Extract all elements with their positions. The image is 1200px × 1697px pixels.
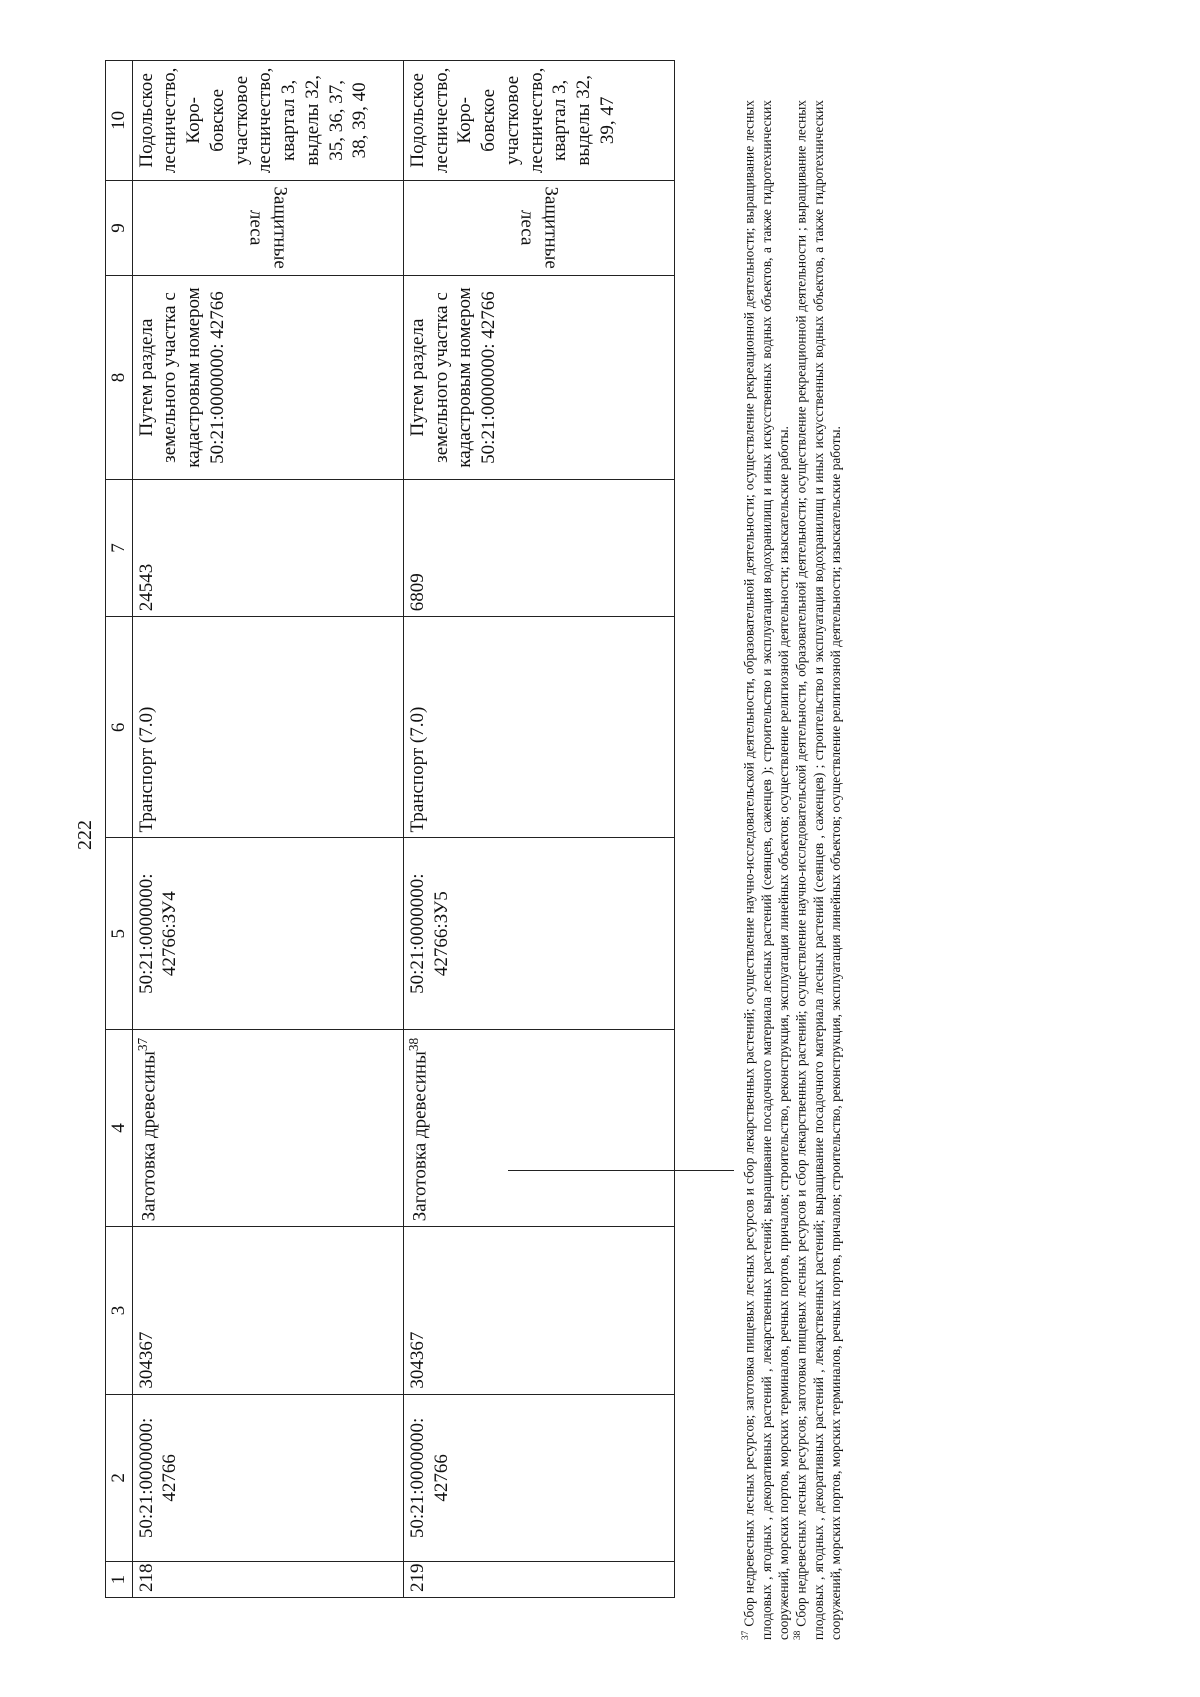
formation-method: Путем раздела земельного участка с кадастровым номером 50:21:0000000: 42766: [132, 276, 403, 479]
forest-type: [403, 180, 674, 276]
col-header-2: 2: [106, 1394, 133, 1561]
col-header-7: 7: [106, 479, 133, 617]
parent-cadastral-number: 50:21:0000000: 42766: [403, 1394, 674, 1561]
row-number: 219: [403, 1562, 674, 1598]
new-cadastral-number: 50:21:0000000: 42766:ЗУ5: [403, 838, 674, 1029]
forest-type: [132, 180, 403, 276]
forest-type-text: Защитные леса: [245, 186, 291, 270]
plot-area: 24543: [132, 479, 403, 617]
col-header-3: 3: [106, 1227, 133, 1394]
land-plots-table: [105, 60, 675, 1598]
col-header-5: 5: [106, 838, 133, 1029]
footnote-ref: 38: [405, 1037, 421, 1052]
col-header-6: 6: [106, 617, 133, 838]
formation-method: Путем раздела земельного участка с кадастровым номером 50:21:0000000: 42766: [403, 276, 674, 479]
col-header-9: 9: [106, 180, 133, 276]
footnote-separator: [508, 1170, 734, 1171]
forest-location: Подольское лесничество, Коро- бовское участковое лесничество, квартал 3, выделы 32, 39, 47: [403, 61, 674, 181]
forest-location: Подольское лесничество, Коро- бовское участковое лесничество, квартал 3, выделы 32, 35, 36, 37, 38, 39, 40: [132, 61, 403, 181]
parent-area: 304367: [132, 1227, 403, 1394]
parent-cadastral-number: 50:21:0000000: 42766: [132, 1394, 403, 1561]
footnote-text: Сбор недревесных лесных ресурсов; заготовка пищевых лесных ресурсов и сбор лекарственных растений; осуществление научно-исследовательской деятельности, образовательной деятельности; осуществление рекреационной деятельности; выращивание лесных плодовых , ягодных , декоративных растений , лекарственных растений; выращивание посадочного материала лесных растений (сеянцев, саженцев ); строительство и эксплуатация водохранилищ и иных искусственных водных объектов, а также гидротехнических сооружений, морских портов, морских терминалов, речных портов, причалов; строительство, реконструкция, эксплуатация линейных объектов; осуществление религиозной деятельности; изыскательские работы.: [741, 100, 791, 1640]
footnote-ref: 37: [134, 1037, 150, 1052]
table-row: [132, 61, 403, 1598]
footnote-text: Сбор недревесных лесных ресурсов; заготовка пищевых лесных ресурсов и сбор лекарственных растений; осуществление научно-исследовательской деятельности, образовательной деятельности; осуществление рекреационной деятельности ; выращивание лесных плодовых , ягодных , декоративных растений , лекарственных растений; выращивание посадочного материала лесных растений (сеянцев , саженцев) ; строительство и эксплуатация водохранилищ и иных искусственных водных объектов, а также гидротехнических сооружений, морских портов, морских терминалов, речных портов, причалов; строительство, реконструкция, эксплуатация линейных объектов; осуществление религиозной деятельности; изыскательские работы.: [793, 100, 843, 1640]
forest-type-text: Защитные леса: [516, 186, 562, 270]
footnote: [740, 100, 792, 1640]
usage-type: [403, 1029, 674, 1226]
page-number: 222: [74, 820, 96, 850]
col-header-8: 8: [106, 276, 133, 479]
new-cadastral-number: 50:21:0000000: 42766:ЗУ4: [132, 838, 403, 1029]
table-row: [403, 61, 674, 1598]
footnote: [792, 100, 844, 1640]
footnote-mark: 38: [792, 1630, 803, 1640]
row-number: 218: [132, 1562, 403, 1598]
col-header-1: 1: [106, 1562, 133, 1598]
footnote-mark: 37: [741, 1630, 751, 1640]
usage-text: Заготовка древесины: [137, 1051, 159, 1222]
col-header-4: 4: [106, 1029, 133, 1226]
footnotes: [740, 100, 1160, 1640]
table-header-row: [106, 61, 133, 1598]
col-header-10: 10: [106, 61, 133, 181]
parent-area: 304367: [403, 1227, 674, 1394]
usage-type: [132, 1029, 403, 1226]
plot-area: 6809: [403, 479, 674, 617]
usage-text: Заготовка древесины: [409, 1051, 431, 1222]
land-category: Транспорт (7.0): [132, 617, 403, 838]
land-category: Транспорт (7.0): [403, 617, 674, 838]
